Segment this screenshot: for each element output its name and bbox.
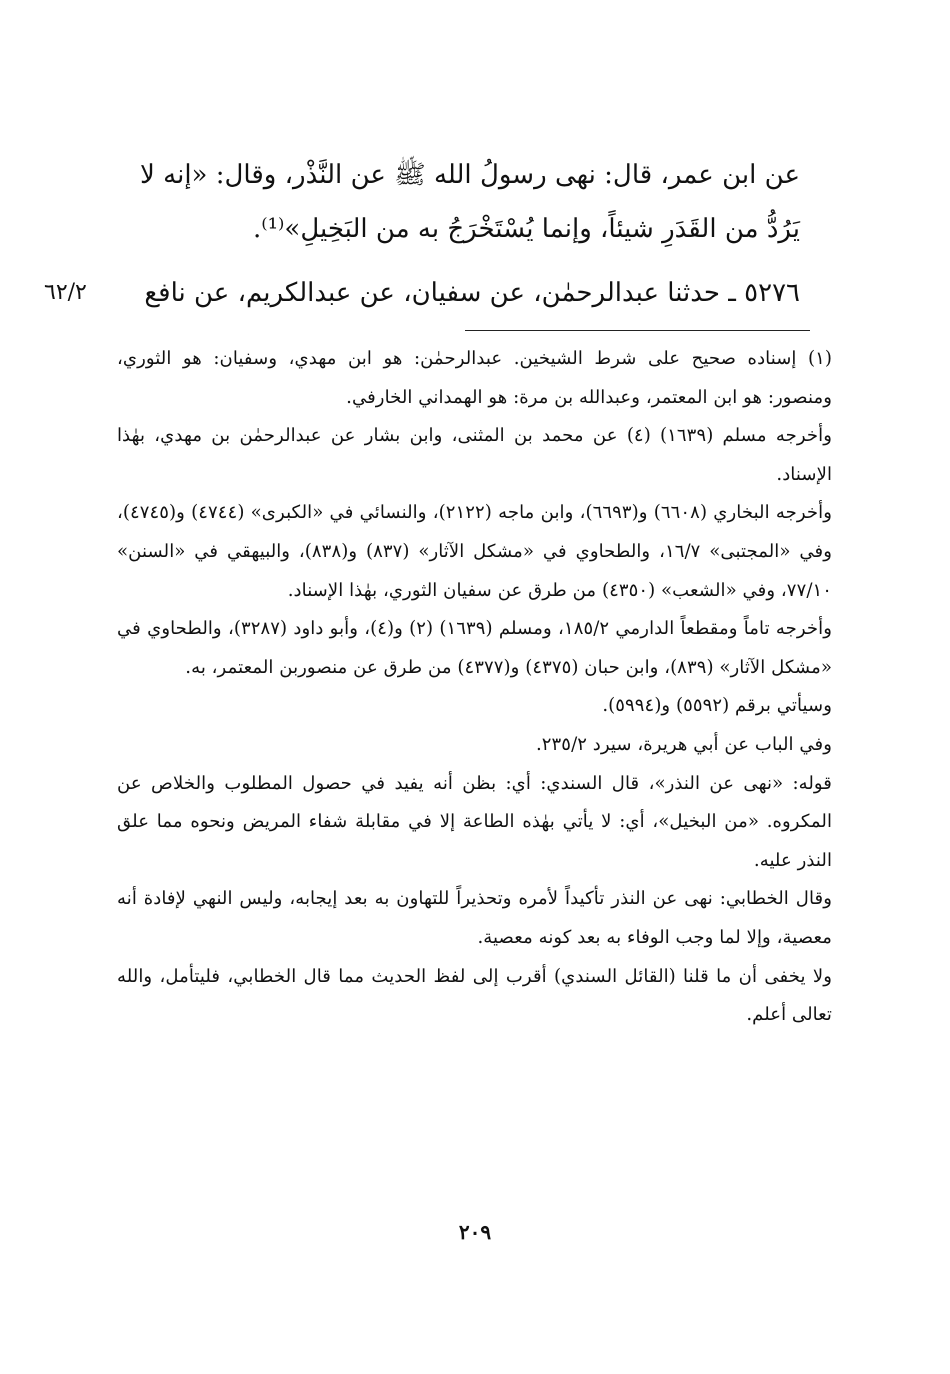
footnote-separator (465, 330, 810, 331)
footnote-paragraph: وسيأتي برقم (٥٥٩٢) و(٥٩٩٤). (602, 695, 832, 717)
footnote-paragraph: وأخرجه البخاري (٦٦٠٨) و(٦٦٩٣)، وابن ماجه (٢١٢٢)، والنسائي في «الكبرى» (٤٧٤٤) و(٤٧٤٥)، وفي «المجتبى» ١٦/٧، والطحاوي في «مشكل الآثار» (٨٣٧) و(٨٣٨)، والبيهقي في «السنن» ٧٧/١٠، وفي «الشعب» (٤٣٥٠) من طرق عن سفيان الثوري، بهٰذا الإسناد. (117, 502, 832, 601)
footnote-paragraph: وأخرجه تاماً ومقطعاً الدارمي ١٨٥/٢، ومسلم (١٦٣٩) (٢) و(٤)، وأبو داود (٣٢٨٧)، والطحاوي في «مشكل الآثار» (٨٣٩)، وابن حبان (٤٣٧٥) و(٤٣٧٧) من طرق عن منصوربن المعتمر، به. (117, 618, 833, 678)
hadith-text: عن ابن عمر، قال: نهى رسولُ الله ﷺ عن النَّذْر، وقال: «إنه لا يَرُدُّ من القَدَرِ شيئاً، وإنما يُسْتَخْرَجُ به من البَخِيلِ»⁽¹⁾. (140, 160, 800, 244)
footnote-paragraph: (١) إسناده صحيح على شرط الشيخين. عبدالرحمٰن: هو ابن مهدي، وسفيان: هو الثوري، ومنصور: هو ابن المعتمر، وعبدالله بن مرة: هو الهمداني الخارفي. (117, 348, 832, 408)
footnote-paragraph: وأخرجه مسلم (١٦٣٩) (٤) عن محمد بن المثنى، وابن بشار عن عبدالرحمٰن بن مهدي، بهٰذا الإسناد. (117, 425, 832, 485)
footnotes-section (117, 340, 832, 1035)
footnote-paragraph: قوله: «نهى عن النذر»، قال السندي: أي: بظن أنه يفيد في حصول المطلوب والخلاص عن المكروه. «من البخيل»، أي: لا يأتي بهٰذه الطاعة إلا في مقابلة شفاء المريض ونحوه مما علق النذر عليه. (117, 772, 832, 871)
volume-page-reference: ٦٢/٢ (44, 280, 87, 305)
footnote-paragraph: وفي الباب عن أبي هريرة، سيرد ٢٣٥/٢. (535, 733, 832, 755)
page-number: ٢٠٩ (458, 1220, 492, 1244)
footnote-paragraph: وقال الخطابي: نهى عن النذر تأكيداً لأمره وتحذيراً للتهاون به بعد إيجابه، وليس النهي لإفادة أنه معصية، وإلا لما وجب الوفاء به بعد كونه معصية. (117, 888, 832, 948)
hadith-chain: ٥٢٧٦ ـ حدثنا عبدالرحمٰن، عن سفيان، عن عبدالكريم، عن نافع (144, 278, 800, 308)
footnote-paragraph: ولا يخفى أن ما قلنا (القائل السندي) أقرب إلى لفظ الحديث مما قال الخطابي، فليتأمل، والله تعالى أعلم. (117, 965, 832, 1026)
